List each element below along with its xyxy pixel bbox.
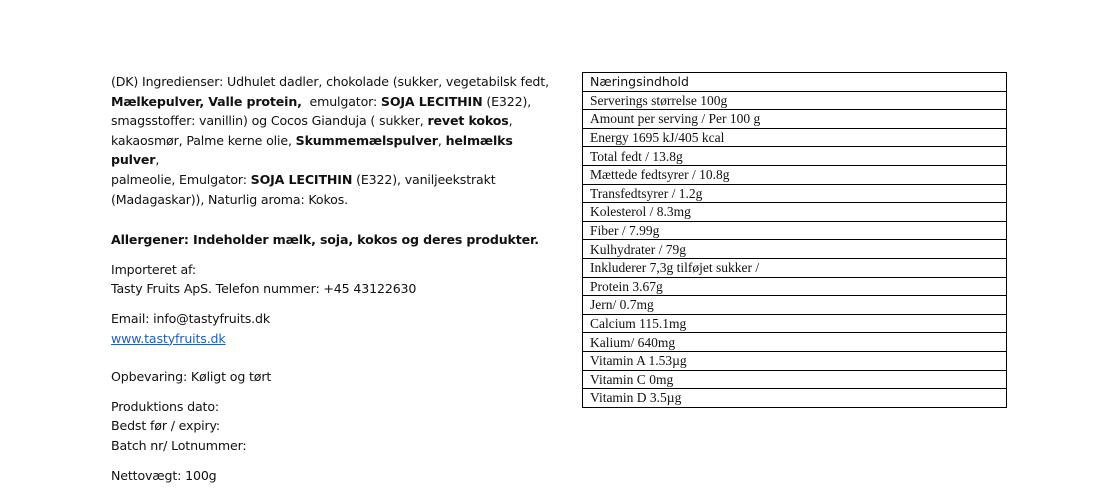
nutrition-row [583, 147, 1007, 166]
ingredients-line-3: smagsstoffer: vanillin) og Cocos Gianduja ( sukker, revet kokos, [111, 113, 513, 129]
nutrition-cell: Kalium/ 640mg [583, 333, 1007, 352]
nutrition-cell: Protein 3.67g [583, 277, 1007, 296]
storage-text: Opbevaring: Køligt og tørt [111, 369, 272, 385]
nutrition-row [583, 296, 1007, 315]
nutrition-cell: Energy 1695 kJ/405 kcal [583, 128, 1007, 147]
nutrition-cell: Vitamin C 0mg [583, 370, 1007, 389]
nutrition-row [583, 221, 1007, 240]
product-info [111, 72, 551, 485]
ingredients-line-6: (Madagaskar)), Naturlig aroma: Kokos. [111, 191, 348, 207]
nutrition-row [583, 240, 1007, 259]
nutrition-table [582, 72, 1007, 408]
nutrition-cell: Kolesterol / 8.3mg [583, 203, 1007, 222]
nutrition-cell: Inkluderer 7,3g tilføjet sukker / [583, 258, 1007, 277]
best-before-label: Bedst før / expiry: [111, 418, 221, 434]
nutrition-cell: Transfedtsyrer / 1.2g [583, 184, 1007, 203]
nutrition-row [583, 165, 1007, 184]
nutrition-cell: Total fedt / 13.8g [583, 147, 1007, 166]
nutrition-cell: Kulhydrater / 79g [583, 240, 1007, 259]
nutrition-row [583, 370, 1007, 389]
nutrition-row [583, 91, 1007, 110]
nutrition-row [583, 73, 1007, 92]
batch-label: Batch nr/ Lotnummer: [111, 437, 247, 453]
ingredients-line-1: (DK) Ingredienser: Udhulet dadler, chokolade (sukker, vegetabilsk fedt, [111, 74, 549, 89]
nutrition-row [583, 389, 1007, 408]
ingredients-line-4: kakaosmør, Palme kerne olie, Skummemælspulver, helmælks pulver, [111, 132, 513, 168]
email-text: Email: info@tastyfruits.dk [111, 310, 270, 326]
nutrition-row [583, 128, 1007, 147]
website-link-line [111, 329, 551, 349]
nutrition-row [583, 258, 1007, 277]
nutrition-row [583, 203, 1007, 222]
ingredients-line-5: palmeolie, Emulgator: SOJA LECITHIN (E322), vaniljeekstrakt [111, 171, 496, 187]
nutrition-cell: Jern/ 0.7mg [583, 296, 1007, 315]
production-date-label: Produktions dato: [111, 398, 219, 414]
nutrition-table-body [583, 73, 1007, 408]
nutrition-cell: Vitamin D 3.5µg [583, 389, 1007, 408]
nutrition-row [583, 351, 1007, 370]
nutrition-cell: Mættede fedtsyrer / 10.8g [583, 165, 1007, 184]
nutrition-cell: Næringsindhold [583, 73, 1007, 92]
company-info: Tasty Fruits ApS. Telefon nummer: +45 43122630 [111, 281, 417, 297]
nutrition-cell: Calcium 115.1mg [583, 314, 1007, 333]
nutrition-row [583, 110, 1007, 129]
nutrition-cell: Amount per serving / Per 100 g [583, 110, 1007, 129]
allergens-text: Allergener: Indeholder mælk, soja, kokos og deres produkter. [111, 232, 539, 248]
net-weight-text: Nettovægt: 100g [111, 467, 217, 483]
nutrition-row [583, 314, 1007, 333]
nutrition-row [583, 184, 1007, 203]
imported-by-label: Importeret af: [111, 261, 196, 277]
nutrition-row [583, 277, 1007, 296]
nutrition-cell: Serverings størrelse 100g [583, 91, 1007, 110]
website-link[interactable]: www.tastyfruits.dk [111, 330, 226, 346]
nutrition-cell: Vitamin A 1.53µg [583, 351, 1007, 370]
nutrition-row [583, 333, 1007, 352]
ingredients-line-2: Mælkepulver, Valle protein, emulgator: SOJA LECITHIN (E322), [111, 93, 532, 109]
nutrition-cell: Fiber / 7.99g [583, 221, 1007, 240]
